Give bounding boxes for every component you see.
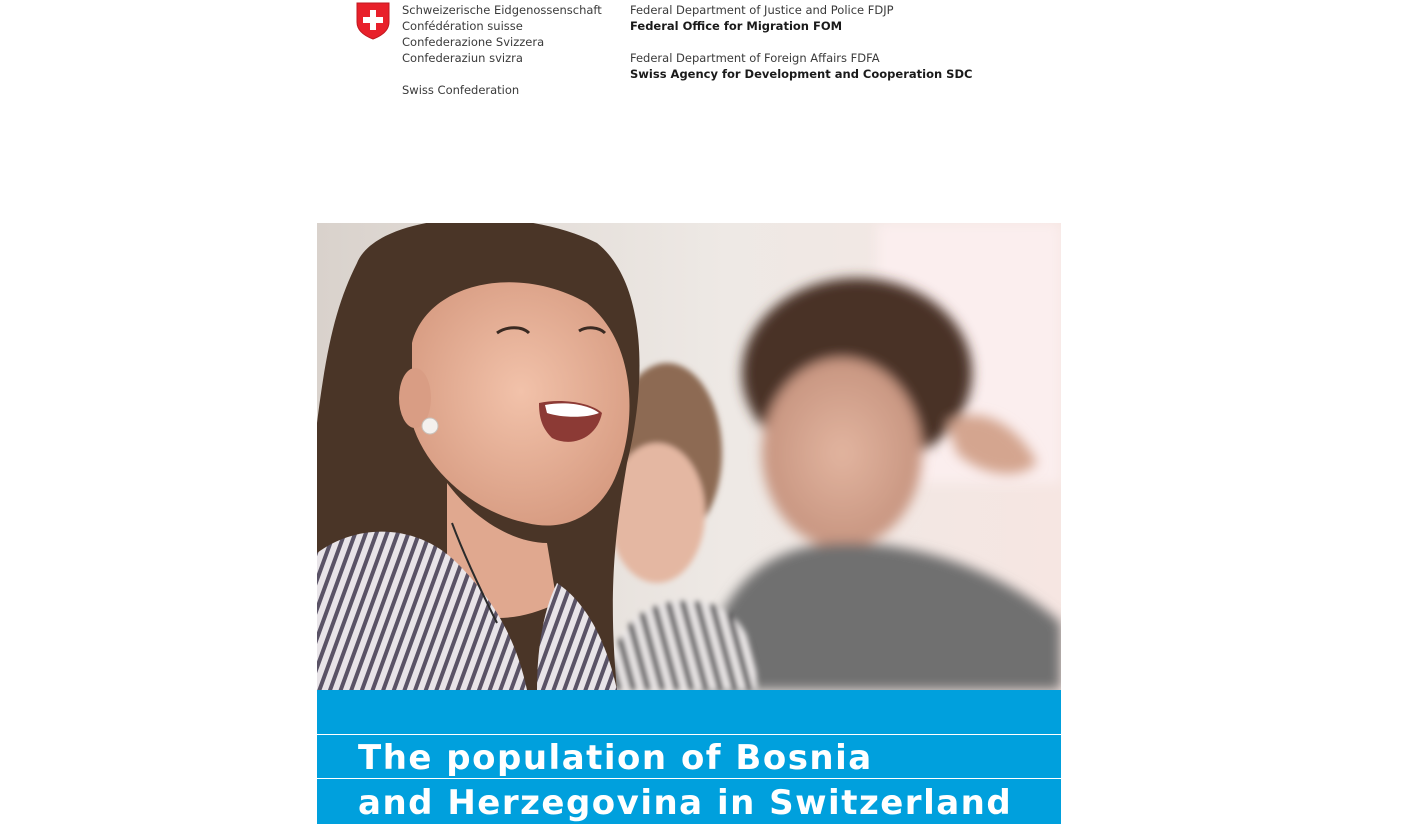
swiss-confederation-label: Swiss Confederation [402, 83, 520, 97]
confederation-name-rm: Confederaziun svizra [402, 51, 523, 65]
office-name-fom: Federal Office for Migration FOM [630, 19, 843, 33]
cover-title [358, 736, 1012, 824]
band-divider [317, 734, 1061, 735]
cover-title-line-2: and Herzegovina in Switzerland [358, 783, 1013, 823]
department-block-fdfa [630, 50, 972, 82]
department-block-fdjp [630, 2, 894, 34]
confederation-name-fr: Confédération suisse [402, 19, 523, 33]
department-name-fdjp: Federal Department of Justice and Police FDJP [630, 3, 894, 17]
confederation-names [402, 2, 602, 98]
swiss-cross-shield-icon [356, 2, 390, 40]
office-name-sdc: Swiss Agency for Development and Cooperation SDC [630, 67, 973, 81]
spacer [402, 66, 602, 82]
confederation-name-de: Schweizerische Eidgenossenschaft [402, 3, 602, 17]
confederation-name-it: Confederazione Svizzera [402, 35, 545, 49]
department-name-fdfa: Federal Department of Foreign Affairs FDFA [630, 51, 880, 65]
document-header [0, 0, 1410, 110]
title-band [317, 690, 1061, 824]
cover-photo [317, 223, 1061, 690]
cover-title-line-1: The population of Bosnia [358, 738, 873, 778]
